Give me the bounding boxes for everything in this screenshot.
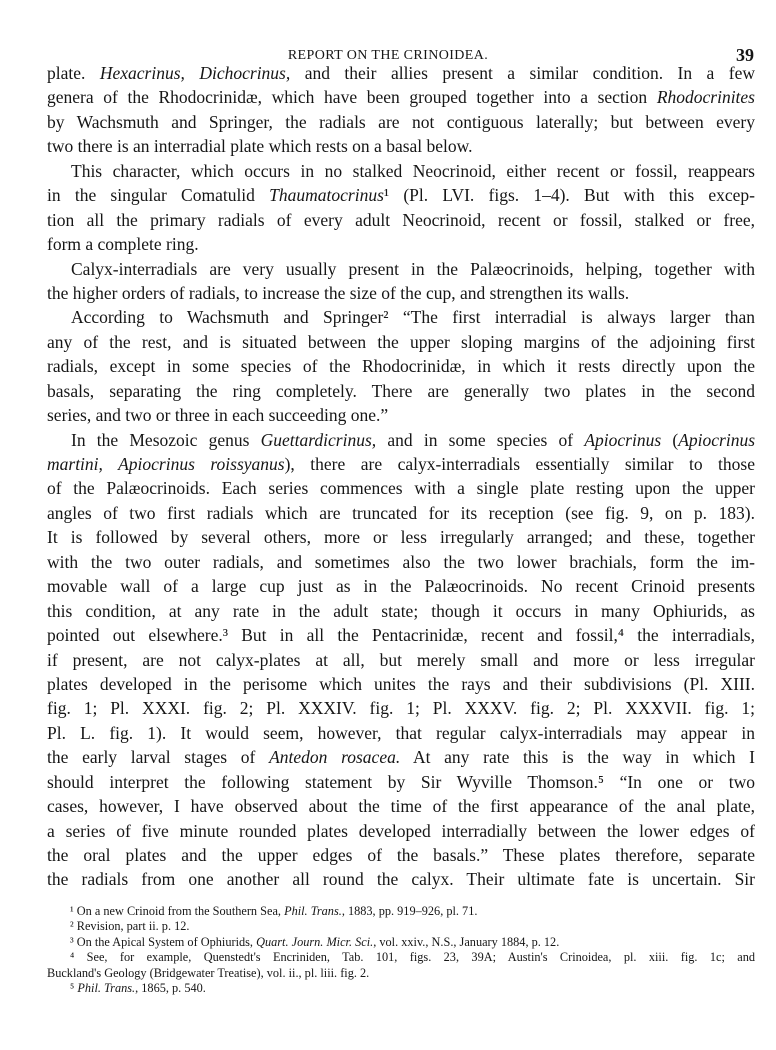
- text-run: fig. 1; Pl. XXXI. fig. 2; Pl. XXXIV. fig. 1; Pl. XXXV. fig. 2; Pl. XXXVII. fig. 1;: [47, 698, 755, 719]
- italic-text: Phil. Trans.: [284, 904, 342, 918]
- italic-text: Hexacrinus, Dichocrinus,: [99, 63, 291, 83]
- text-line: [47, 85, 755, 109]
- text-run: and in some species of: [376, 429, 585, 450]
- text-run: and their allies present a similar condition. In a few: [290, 63, 755, 83]
- text-run: , vol. xxiv., N.S., January 1884, p. 12.: [373, 934, 560, 949]
- text-run: It is followed by several others, more or less irregularly arranged; and these, together: [47, 527, 755, 548]
- text-run: any of the rest, and is situated between the upper sloping margins of the adjoining first: [47, 331, 755, 352]
- text-run: should interpret the following statement by Sir Wyville Thomson.⁵ “In one or two: [47, 771, 755, 792]
- text-run: the higher orders of radials, to increase the size of the cup, and strengthen its walls.: [47, 282, 630, 303]
- text-line: [47, 623, 755, 647]
- text-line: [47, 257, 755, 281]
- text-run: angles of two first radials which are truncated for its reception (see fig. 9, on p. 183).: [47, 502, 755, 523]
- text-run: form a complete ring.: [47, 234, 199, 255]
- text-run: , 1865, p. 540.: [135, 981, 206, 996]
- text-run: the radials from one another all round the calyx. Their ultimate fate is uncertain. Sir: [47, 869, 755, 890]
- text-run: This character, which occurs in no stalked Neocrinoid, either recent or fossil, reappears: [71, 160, 755, 181]
- text-run: basals, separating the ring completely. There are generally two plates in the second: [47, 380, 755, 401]
- text-line: [47, 574, 755, 598]
- text-run: by Wachsmuth and Springer, the radials are not contiguous laterally; but between every: [47, 111, 755, 132]
- text-line: [47, 501, 755, 525]
- text-run: tion all the primary radials of every adult Neocrinoid, recent or fossil, stalked or free,: [47, 209, 755, 230]
- body-text: [47, 61, 755, 892]
- italic-text: Quart. Journ. Micr. Sci.: [256, 934, 374, 949]
- running-title: REPORT ON THE CRINOIDEA.: [287, 48, 489, 63]
- text-line: [47, 476, 755, 500]
- text-run: plates developed in the perisome which unites the rays and their subdivisions (Pl. XIII.: [47, 673, 755, 694]
- italic-text: Guettardicrinus,: [260, 429, 377, 450]
- text-run: radials, except in some species of the Rhodocrinidæ, in which it rests directly upon the: [47, 356, 755, 377]
- text-line: [47, 843, 755, 867]
- text-run: cases, however, I have observed about the time of the first appearance of the anal plate,: [47, 796, 755, 817]
- footnote-line: [47, 950, 755, 965]
- text-line: [47, 599, 755, 623]
- text-run: series, and two or three in each succeeding one.”: [47, 405, 389, 426]
- text-line: [47, 134, 755, 158]
- text-run: in the singular Comatulid: [47, 185, 270, 206]
- italic-text: Rhodocrinites: [656, 87, 755, 108]
- text-run: ⁴ See, for example, Quenstedt's Encriniden, Tab. 101, figs. 23, 39A; Austin's Crinoidea, pl. xiii. fig. 1c; and: [70, 950, 755, 965]
- text-run: ¹ (Pl. LVI. figs. 1–4). But with this excep-: [383, 185, 755, 206]
- text-run: At any rate this is the way in which I: [400, 747, 755, 768]
- text-line: [47, 525, 755, 549]
- text-run: this condition, at any rate in the adult state; though it occurs in many Ophiurids, as: [47, 600, 755, 621]
- text-line: [47, 794, 755, 818]
- text-run: pointed out elsewhere.³ But in all the Pentacrinidæ, recent and fossil,⁴ the interradials,: [47, 625, 755, 646]
- text-line: [47, 330, 755, 354]
- italic-text: Antedon rosacea.: [269, 747, 401, 768]
- italic-text: Apiocrinus: [678, 429, 756, 450]
- text-run: plate.: [47, 63, 100, 83]
- italic-text: Apiocrinus: [584, 429, 662, 450]
- text-line: [47, 305, 755, 329]
- text-run: with the two outer radials, and sometimes also the two lower brachials, form the im-: [47, 551, 755, 572]
- text-line: [47, 696, 755, 720]
- text-run: In the Mesozoic genus: [71, 429, 261, 450]
- text-run: the early larval stages of: [47, 747, 270, 768]
- text-run: (: [661, 429, 679, 450]
- footnotes: [47, 904, 755, 996]
- text-run: According to Wachsmuth and Springer² “The first interradial is always larger than: [71, 307, 755, 328]
- text-run: a series of five minute rounded plates developed interradially between the lower edges of: [47, 820, 755, 841]
- text-run: genera of the Rhodocrinidæ, which have been grouped together into a section: [47, 87, 657, 108]
- text-line: [47, 379, 755, 403]
- text-line: [47, 721, 755, 745]
- text-run: two there is an interradial plate which rests on a basal below.: [47, 136, 473, 157]
- text-run: if present, are not calyx-plates at all, but merely small and more or less irregular: [47, 649, 755, 670]
- text-line: [47, 867, 755, 891]
- text-run: Buckland's Geology (Bridgewater Treatise), vol. ii., pl. liii. fig. 2.: [47, 965, 370, 980]
- footnote-line: [47, 935, 755, 950]
- text-run: ⁵: [70, 981, 78, 996]
- text-run: ³ On the Apical System of Ophiurids,: [70, 934, 257, 949]
- text-run: ² Revision, part ii. p. 12.: [70, 919, 190, 934]
- text-line: [47, 672, 755, 696]
- text-line: [47, 61, 755, 85]
- text-run: Pl. L. fig. 1). It would seem, however, that regular calyx-interradials may appear in: [47, 722, 755, 743]
- text-line: [47, 452, 755, 476]
- footnote-line: [47, 904, 755, 919]
- text-line: [47, 550, 755, 574]
- text-line: [47, 648, 755, 672]
- text-run: movable wall of a large cup just as in the Palæocrinoids. No recent Crinoid presents: [47, 576, 755, 597]
- text-line: [47, 232, 755, 256]
- text-line: [47, 281, 755, 305]
- footnote-line: [47, 966, 755, 981]
- italic-text: Thaumatocrinus: [269, 185, 384, 206]
- footnote-line: [47, 919, 755, 934]
- text-line: [47, 770, 755, 794]
- text-line: [47, 354, 755, 378]
- text-run: , 1883, pp. 919–926, pl. 71.: [341, 904, 478, 918]
- italic-text: martini, Apiocrinus roissyanus: [47, 454, 285, 474]
- text-line: [47, 428, 755, 452]
- text-line: [47, 819, 755, 843]
- italic-text: Phil. Trans.: [77, 981, 136, 996]
- text-run: the oral plates and the upper edges of the basals.” These plates therefore, separate: [47, 845, 755, 865]
- text-line: [47, 208, 755, 232]
- text-line: [47, 183, 755, 207]
- text-line: [47, 403, 755, 427]
- text-run: ¹ On a new Crinoid from the Southern Sea,: [70, 904, 285, 918]
- text-run: ), there are calyx-interradials essentially similar to those: [284, 454, 755, 474]
- page-number: 39: [736, 45, 754, 65]
- text-run: Calyx-interradials are very usually present in the Palæocrinoids, helping, together with: [71, 258, 755, 279]
- text-line: [47, 745, 755, 769]
- footnote-line: [47, 981, 755, 996]
- text-line: [47, 110, 755, 134]
- text-run: of the Palæocrinoids. Each series commences with a single plate resting upon the upper: [47, 478, 755, 499]
- text-line: [47, 159, 755, 183]
